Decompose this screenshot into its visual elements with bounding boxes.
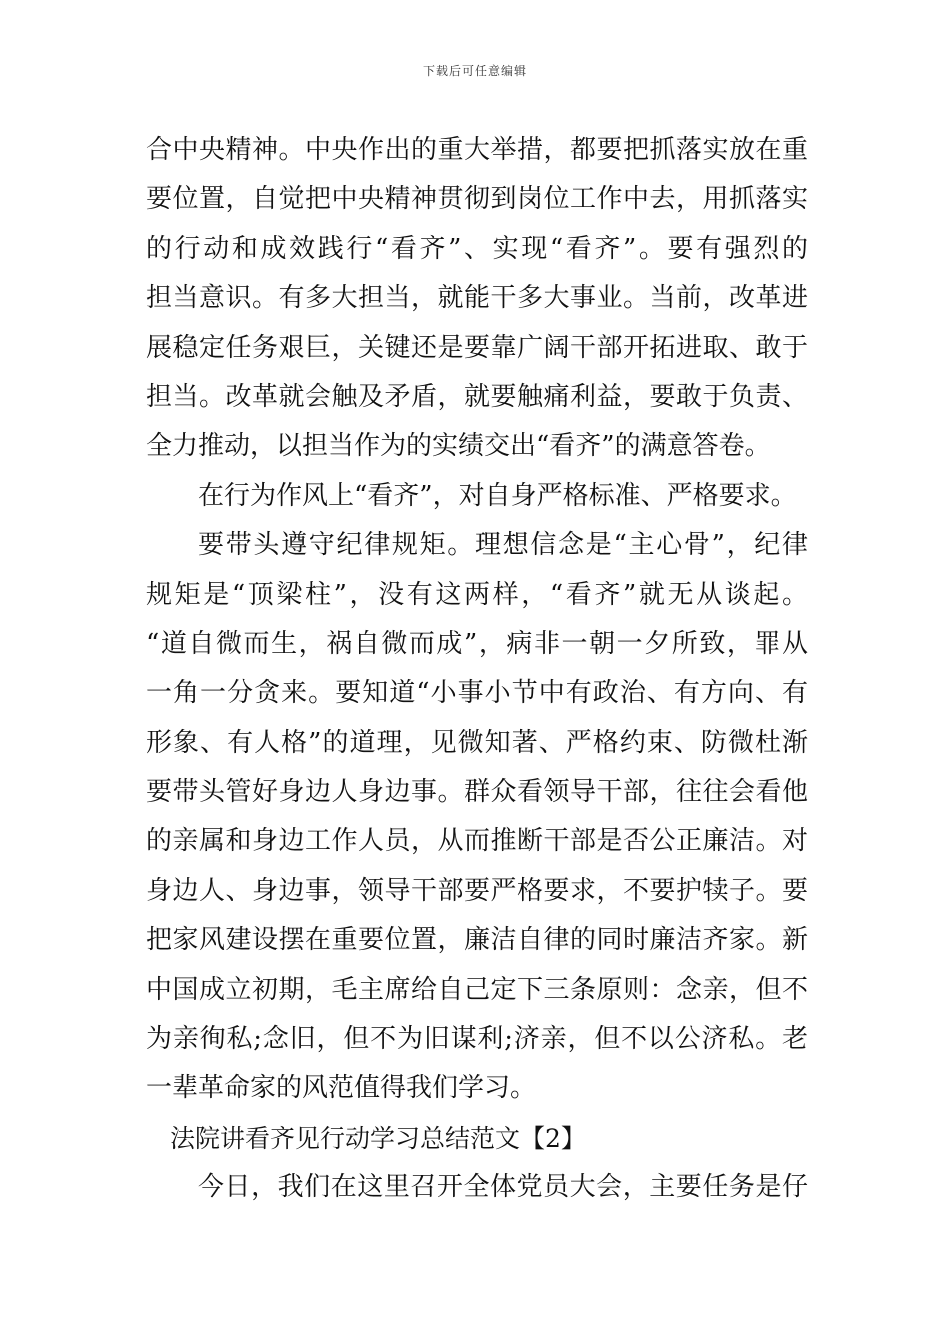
text-line: 要带头遵守纪律规矩。理想信念是“主心骨”，纪律 <box>198 530 808 561</box>
text-line: 在行为作风上“看齐”，对自身严格标准、严格要求。 <box>198 480 797 511</box>
text-line: 要带头管好身边人身边事。群众看领导干部，往往会看他 <box>146 777 808 808</box>
text-line: 今日，我们在这里召开全体党员大会，主要任务是仔 <box>198 1172 808 1203</box>
text-line: 中国成立初期，毛主席给自己定下三条原则：念亲，但不 <box>146 974 808 1005</box>
text-line: 要位置，自觉把中央精神贯彻到岗位工作中去，用抓落实 <box>146 184 808 215</box>
text-line: 担当意识。有多大担当，就能干多大事业。当前，改革进 <box>146 283 808 314</box>
text-line: 形象、有人格”的道理，见微知著、严格约束、防微杜渐 <box>146 727 808 758</box>
page-header-note: 下载后可任意编辑 <box>422 64 527 78</box>
text-line: 担当。改革就会触及矛盾，就要触痛利益，要敢于负责、 <box>146 381 808 412</box>
text-line: 全力推动，以担当作为的实绩交出“看齐”的满意答卷。 <box>146 431 771 462</box>
document-body <box>146 126 808 1213</box>
text-line: “道自微而生，祸自微而成”，病非一朝一夕所致，罪从 <box>146 628 808 659</box>
text-line: 合中央精神。中央作出的重大举措，都要把抓落实放在重 <box>146 135 808 165</box>
text-line: 为亲徇私;念旧，但不为旧谋利;济亲，但不以公济私。老 <box>146 1024 808 1055</box>
text-line: 的亲属和身边工作人员，从而推断干部是否公正廉洁。对 <box>146 826 808 857</box>
text-line: 一角一分贪来。要知道“小事小节中有政治、有方向、有 <box>146 678 808 709</box>
section-heading: 法院讲看齐见行动学习总结范文【2】 <box>170 1123 586 1153</box>
text-line: 把家风建设摆在重要位置，廉洁自律的同时廉洁齐家。新 <box>146 925 808 956</box>
text-line: 规矩是“顶梁柱”，没有这两样，“看齐”就无从谈起。 <box>146 579 808 610</box>
text-line: 展稳定任务艰巨，关键还是要靠广阔干部开拓进取、敢于 <box>146 332 808 363</box>
text-line: 的行动和成效践行“看齐”、实现“看齐”。要有强烈的 <box>146 233 808 264</box>
text-line: 一辈革命家的风范值得我们学习。 <box>146 1073 537 1104</box>
text-line: 身边人、身边事，领导干部要严格要求，不要护犊子。要 <box>146 875 808 906</box>
